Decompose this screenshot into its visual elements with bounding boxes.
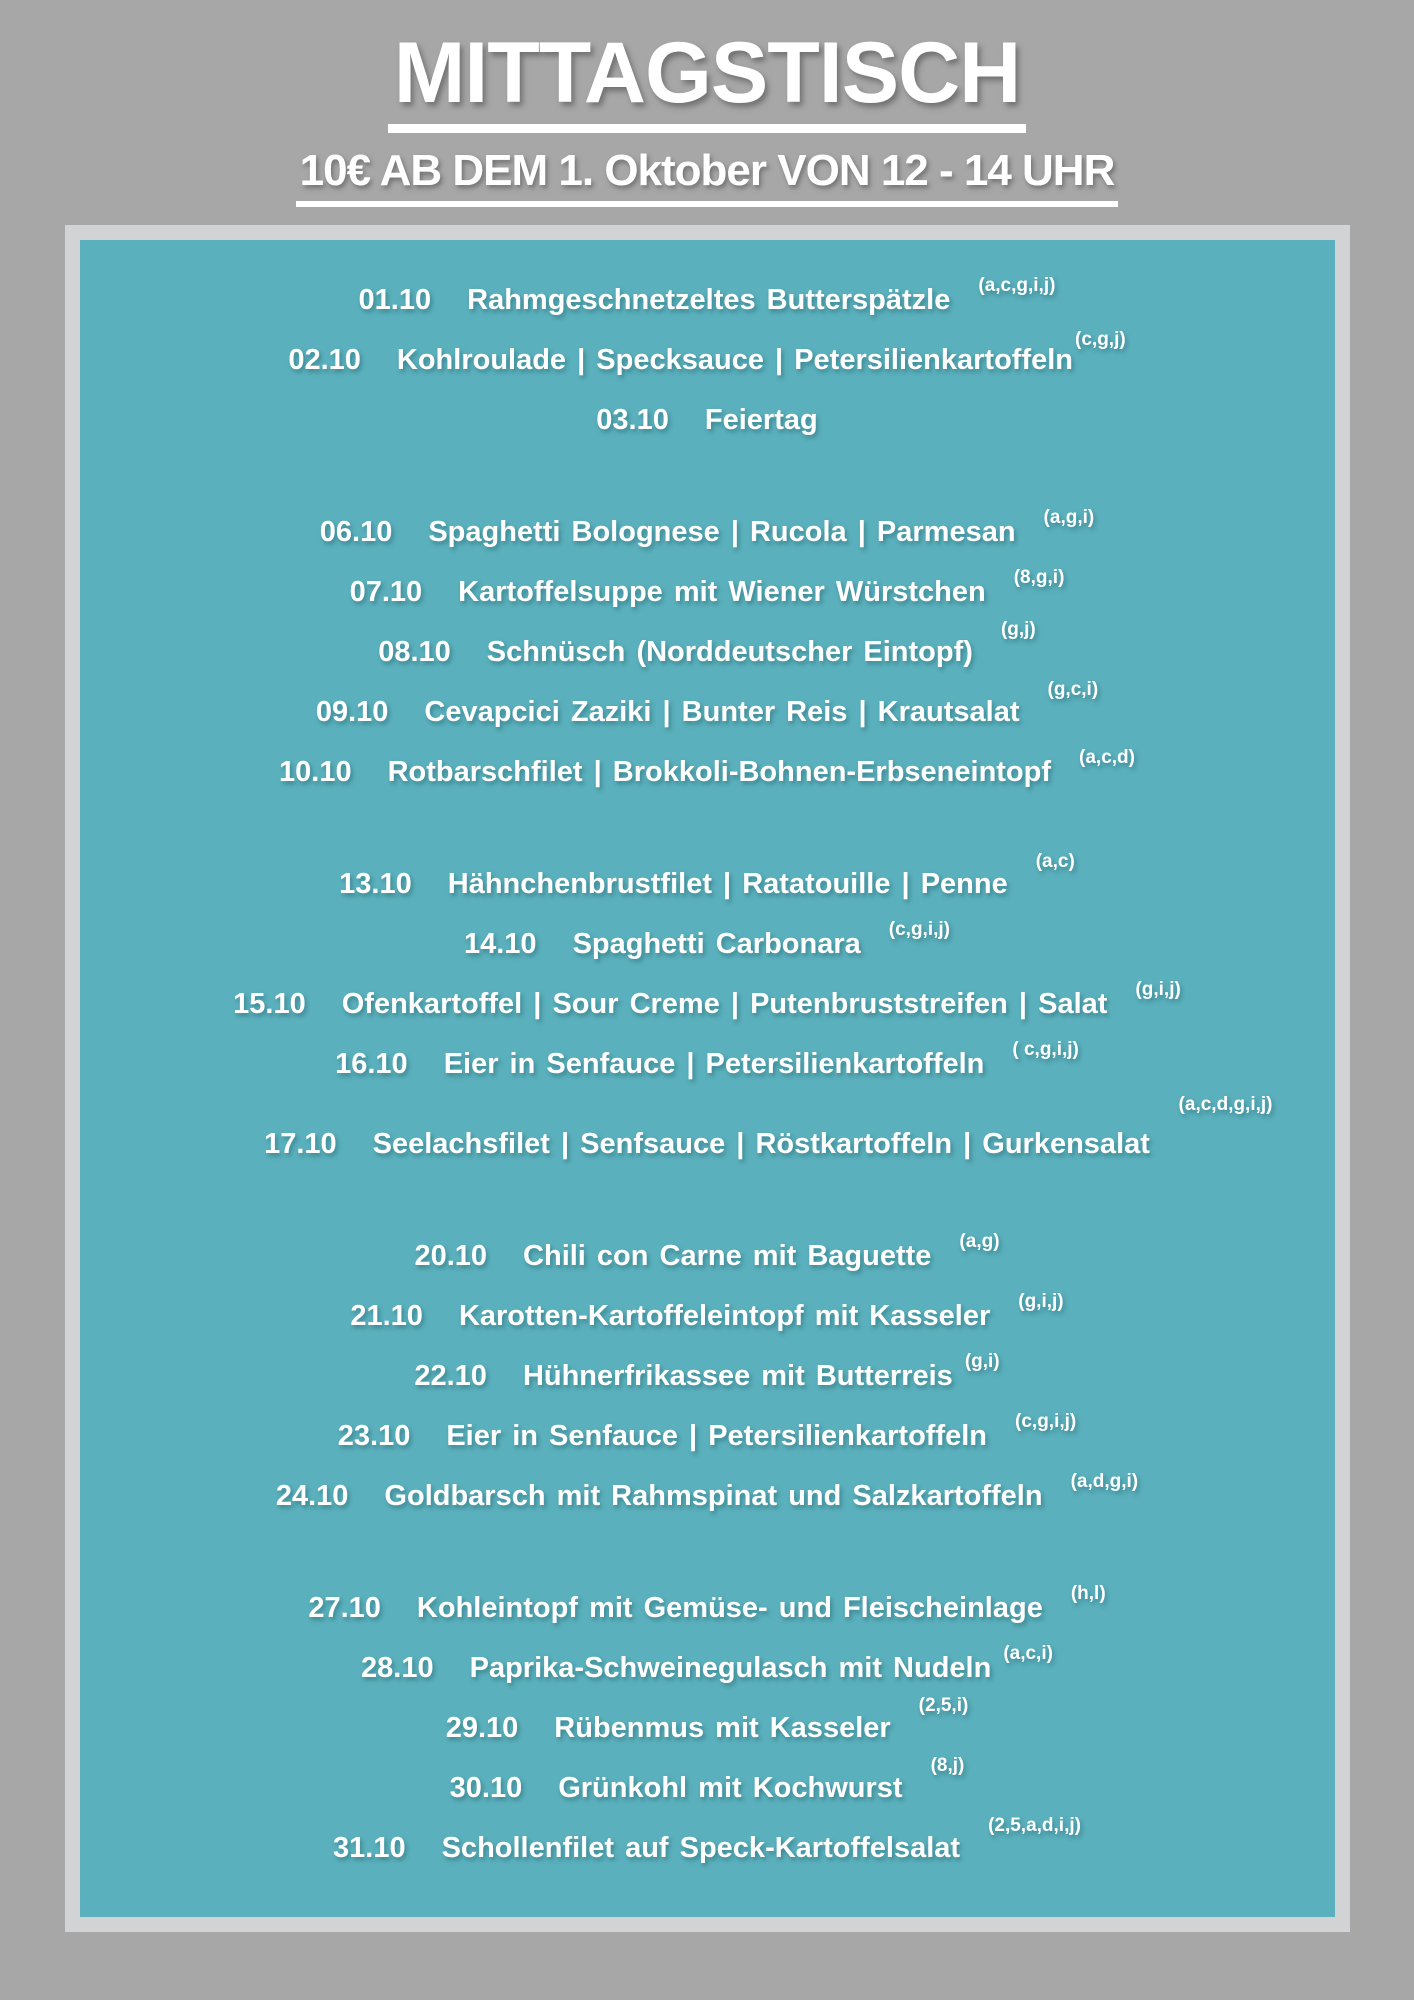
menu-date: 07.10 [349, 575, 423, 608]
menu-dish: Rahmgeschnetzeltes Butterspätzle [467, 283, 951, 316]
menu-week-group [80, 270, 1335, 450]
menu-row: 23.10 Eier in Senfauce | Petersilienkartoffeln $^{(c,g,i,j)}$ [337, 1411, 1077, 1452]
menu-row: 06.10 Spaghetti Bolognese | Rucola | Parmesan $^{(a,g,i)}$ [319, 507, 1095, 548]
menu-date: 06.10 [319, 515, 393, 548]
menu-list [80, 270, 1335, 1878]
menu-row: 01.10 Rahmgeschnetzeltes Butterspätzle $^{(a,c,g,i,j)}$ [358, 275, 1056, 316]
menu-dish: Cevapcici Zaziki | Bunter Reis | Krautsalat [424, 695, 1020, 728]
menu-row [80, 390, 1335, 450]
menu-week-group [80, 502, 1335, 802]
menu-date: 03.10 [596, 403, 669, 436]
menu-dish: Rotbarschfilet | Brokkoli-Bohnen-Erbseneintopf [387, 755, 1052, 788]
menu-dish: Seelachsfilet | Senfsauce | Röstkartoffeln | Gurkensalat [372, 1127, 1150, 1160]
menu-date: 27.10 [308, 1591, 381, 1624]
menu-date: 28.10 [361, 1651, 434, 1684]
menu-dish: Spaghetti Bolognese | Rucola | Parmesan [428, 515, 1016, 548]
menu-row: 09.10 Cevapcici Zaziki | Bunter Reis | Krautsalat $^{(g,c,i)}$ [315, 679, 1099, 728]
menu-row: 27.10 Kohleintopf mit Gemüse- und Fleischeinlage $^{(h,l)}$ [308, 1583, 1106, 1624]
menu-row [80, 1114, 1335, 1174]
menu-dish: Kohleintopf mit Gemüse- und Fleischeinlage [416, 1591, 1043, 1624]
menu-date: 23.10 [337, 1419, 411, 1452]
menu-dish: Paprika-Schweinegulasch mit Nudeln [469, 1651, 992, 1684]
menu-date: 17.10 [264, 1127, 337, 1160]
menu-row: 14.10 Spaghetti Carbonara $^{(c,g,i,j)}$ [463, 919, 951, 960]
menu-row: 08.10 Schnüsch (Norddeutscher Eintopf) $^{(g,j)}$ [378, 619, 1036, 668]
menu-dish: Kohlroulade | Specksauce | Petersilienkartoffeln [396, 343, 1074, 376]
menu-date: 09.10 [315, 695, 389, 728]
menu-date: 16.10 [335, 1047, 408, 1080]
menu-row: 31.10 Schollenfilet auf Speck-Kartoffelsalat $^{(2,5,a,d,i,j)}$ [333, 1815, 1081, 1864]
menu-row: 16.10 Eier in Senfauce | Petersilienkartoffeln $^{( c,g,i,j)}$ [335, 1039, 1079, 1080]
menu-dish: Schollenfilet auf Speck-Kartoffelsalat [441, 1831, 961, 1864]
menu-date: 15.10 [233, 987, 306, 1020]
page-title: MITTAGSTISCH [388, 30, 1027, 133]
menu-week-group [80, 1578, 1335, 1878]
menu-date: 30.10 [449, 1771, 523, 1804]
menu-date: 24.10 [275, 1479, 349, 1512]
allergen-codes: (a,c,d,g,i,j) [1178, 1094, 1273, 1115]
menu-date: 29.10 [445, 1711, 519, 1744]
page-subtitle: 10€ AB DEM 1. Oktober VON 12 - 14 UHR [296, 149, 1119, 207]
menu-date: 02.10 [288, 343, 361, 376]
menu-date: 13.10 [339, 867, 412, 900]
menu-row: 02.10 Kohlroulade | Specksauce | Petersilienkartoffeln $^{(c,g,j)}$ [288, 329, 1126, 376]
menu-week-group [80, 1226, 1335, 1526]
menu-dish: Feiertag [704, 403, 818, 436]
menu-date: 31.10 [333, 1831, 406, 1864]
menu-dish: Spaghetti Carbonara [572, 927, 861, 960]
menu-date: 14.10 [463, 927, 537, 960]
menu-date: 22.10 [414, 1359, 487, 1392]
menu-dish: Goldbarsch mit Rahmspinat und Salzkartoffeln [384, 1479, 1043, 1512]
menu-dish: Rübenmus mit Kasseler [554, 1711, 891, 1744]
menu-dish: Karotten-Kartoffeleintopf mit Kasseler [458, 1299, 991, 1332]
menu-date: 20.10 [414, 1239, 488, 1272]
menu-row: 22.10 Hühnerfrikassee mit Butterreis $^{(g,i)}$ [414, 1351, 1000, 1392]
menu-dish: Ofenkartoffel | Sour Creme | Putenbruststreifen | Salat [341, 987, 1108, 1020]
menu-row: 13.10 Hähnchenbrustfilet | Ratatouille | Penne $^{(a,c)}$ [339, 851, 1075, 900]
menu-dish: Eier in Senfauce | Petersilienkartoffeln [443, 1047, 985, 1080]
menu-dish: Eier in Senfauce | Petersilienkartoffeln [446, 1419, 988, 1452]
menu-row: 20.10 Chili con Carne mit Baguette $^{(a,g)}$ [414, 1231, 1000, 1272]
menu-row: 28.10 Paprika-Schweinegulasch mit Nudeln $^{(a,c,i)}$ [361, 1643, 1053, 1684]
menu-row: 24.10 Goldbarsch mit Rahmspinat und Salzkartoffeln $^{(a,d,g,i)}$ [275, 1471, 1139, 1512]
menu-week-group [80, 851, 1335, 1174]
menu-row: 29.10 Rübenmus mit Kasseler $^{(2,5,i)}$ [445, 1695, 969, 1744]
menu-row: 15.10 Ofenkartoffel | Sour Creme | Putenbruststreifen | Salat $^{(g,i,j)}$ [233, 979, 1181, 1020]
menu-dish: Schnüsch (Norddeutscher Eintopf) [486, 635, 973, 668]
menu-dish: Hähnchenbrustfilet | Ratatouille | Penne [447, 867, 1008, 900]
menu-row: 30.10 Grünkohl mit Kochwurst $^{(8,j)}$ [449, 1755, 965, 1804]
menu-date: 01.10 [358, 283, 432, 316]
menu-row: 21.10 Karotten-Kartoffeleintopf mit Kasseler $^{(g,i,j)}$ [350, 1291, 1064, 1332]
menu-dish: Chili con Carne mit Baguette [523, 1239, 932, 1272]
header [0, 25, 1414, 207]
menu-dish: Grünkohl mit Kochwurst [558, 1771, 903, 1804]
menu-dish: Kartoffelsuppe mit Wiener Würstchen [458, 575, 986, 608]
menu-date: 10.10 [279, 755, 352, 788]
menu-dish: Hühnerfrikassee mit Butterreis [522, 1359, 953, 1392]
menu-row: 07.10 Kartoffelsuppe mit Wiener Würstchen $^{(8,g,i)}$ [349, 567, 1065, 608]
menu-date: 21.10 [350, 1299, 423, 1332]
menu-date: 08.10 [378, 635, 451, 668]
menu-panel [65, 225, 1350, 1932]
menu-row: 10.10 Rotbarschfilet | Brokkoli-Bohnen-Erbseneintopf $^{(a,c,d)}$ [279, 747, 1135, 788]
